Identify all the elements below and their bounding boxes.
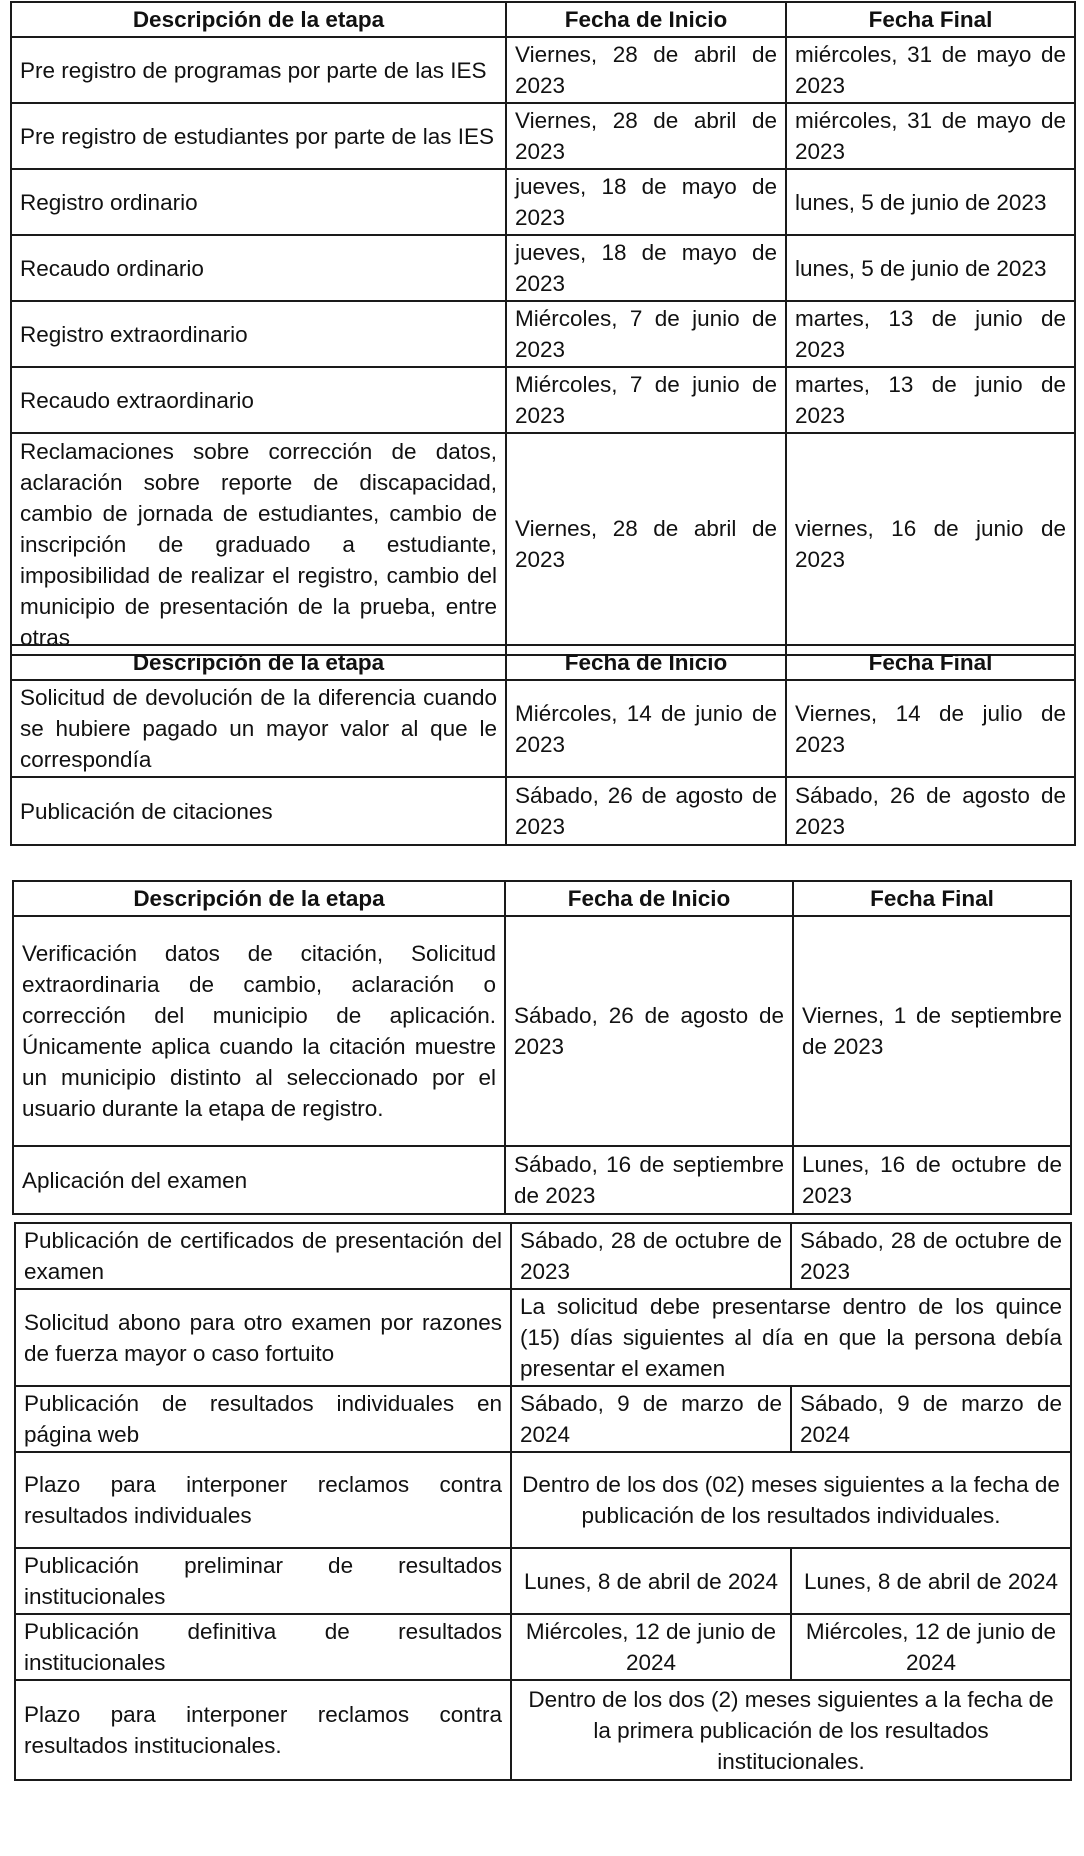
start-date: Miércoles, 12 de junio de 2024 — [511, 1614, 791, 1680]
stage-description: Registro ordinario — [11, 169, 506, 235]
table-row — [11, 433, 1075, 655]
schedule-table-4 — [14, 1222, 1072, 1781]
stage-description: Aplicación del examen — [13, 1146, 505, 1214]
schedule-table-3 — [12, 880, 1072, 1215]
header-end-date: Fecha Final — [786, 2, 1075, 37]
stage-description: Solicitud abono para otro examen por razones de fuerza mayor o caso fortuito — [15, 1289, 511, 1386]
table-row — [11, 777, 1075, 845]
start-date: Viernes, 28 de abril de 2023 — [506, 103, 786, 169]
stage-description: Solicitud de devolución de la diferencia cuando se hubiere pagado un mayor valor al que le correspondía — [11, 680, 506, 777]
table-row — [11, 103, 1075, 169]
table-row — [11, 680, 1075, 777]
stage-description: Publicación de certificados de presentación del examen — [15, 1223, 511, 1289]
header-end-date: Fecha Final — [793, 881, 1071, 916]
schedule-table-1 — [10, 1, 1076, 656]
header-description: Descripción de la etapa — [11, 645, 506, 680]
stage-description: Plazo para interponer reclamos contra resultados individuales — [15, 1452, 511, 1548]
end-date: Viernes, 1 de septiembre de 2023 — [793, 916, 1071, 1146]
table-row — [15, 1452, 1071, 1548]
start-date: Sábado, 26 de agosto de 2023 — [505, 916, 793, 1146]
table-row — [15, 1386, 1071, 1452]
stage-description: Verificación datos de citación, Solicitud extraordinaria de cambio, aclaración o corrección del municipio de aplicación. Únicamente aplica cuando la citación muestre un municipio distinto al seleccionado por el usuario durante la etapa de registro. — [13, 916, 505, 1146]
table-row — [11, 37, 1075, 103]
stage-description: Registro extraordinario — [11, 301, 506, 367]
header-start-date: Fecha de Inicio — [505, 881, 793, 916]
end-date: lunes, 5 de junio de 2023 — [786, 235, 1075, 301]
start-date: Viernes, 28 de abril de 2023 — [506, 433, 786, 655]
stage-description: Reclamaciones sobre corrección de datos, aclaración sobre reporte de discapacidad, cambio de jornada de estudiantes, cambio de inscripción de graduado a estudiante, imposibilidad de realizar el registro, cambio del municipio de presentación de la prueba, entre otras — [11, 433, 506, 655]
table-row — [15, 1680, 1071, 1780]
stage-description: Publicación de citaciones — [11, 777, 506, 845]
end-date: Viernes, 14 de julio de 2023 — [786, 680, 1075, 777]
end-date: martes, 13 de junio de 2023 — [786, 367, 1075, 433]
table-row — [13, 1146, 1071, 1214]
start-date: Miércoles, 7 de junio de 2023 — [506, 301, 786, 367]
table-row — [11, 301, 1075, 367]
stage-description: Publicación preliminar de resultados institucionales — [15, 1548, 511, 1614]
header-row — [11, 645, 1075, 680]
schedule-table-2 — [10, 644, 1076, 846]
end-date: Sábado, 9 de marzo de 2024 — [791, 1386, 1071, 1452]
start-date: Miércoles, 14 de junio de 2023 — [506, 680, 786, 777]
start-date: Sábado, 16 de septiembre de 2023 — [505, 1146, 793, 1214]
stage-description: Publicación definitiva de resultados institucionales — [15, 1614, 511, 1680]
start-date: Lunes, 8 de abril de 2024 — [511, 1548, 791, 1614]
start-date: Viernes, 28 de abril de 2023 — [506, 37, 786, 103]
merged-date-note: Dentro de los dos (02) meses siguientes a la fecha de publicación de los resultados individuales. — [511, 1452, 1071, 1548]
end-date: Sábado, 26 de agosto de 2023 — [786, 777, 1075, 845]
stage-description: Publicación de resultados individuales en página web — [15, 1386, 511, 1452]
stage-description: Pre registro de programas por parte de las IES — [11, 37, 506, 103]
end-date: Lunes, 8 de abril de 2024 — [791, 1548, 1071, 1614]
stage-description: Recaudo ordinario — [11, 235, 506, 301]
table-row — [15, 1223, 1071, 1289]
end-date: miércoles, 31 de mayo de 2023 — [786, 37, 1075, 103]
start-date: Sábado, 26 de agosto de 2023 — [506, 777, 786, 845]
end-date: Miércoles, 12 de junio de 2024 — [791, 1614, 1071, 1680]
start-date: jueves, 18 de mayo de 2023 — [506, 169, 786, 235]
end-date: miércoles, 31 de mayo de 2023 — [786, 103, 1075, 169]
start-date: Sábado, 9 de marzo de 2024 — [511, 1386, 791, 1452]
table-row — [13, 916, 1071, 1146]
start-date: jueves, 18 de mayo de 2023 — [506, 235, 786, 301]
header-start-date: Fecha de Inicio — [506, 645, 786, 680]
header-description: Descripción de la etapa — [13, 881, 505, 916]
end-date: martes, 13 de junio de 2023 — [786, 301, 1075, 367]
end-date: Lunes, 16 de octubre de 2023 — [793, 1146, 1071, 1214]
header-row — [11, 2, 1075, 37]
table-row — [15, 1289, 1071, 1386]
header-row — [13, 881, 1071, 916]
merged-date-note: Dentro de los dos (2) meses siguientes a la fecha de la primera publicación de los resultados institucionales. — [511, 1680, 1071, 1780]
header-start-date: Fecha de Inicio — [506, 2, 786, 37]
table-row — [11, 169, 1075, 235]
header-description: Descripción de la etapa — [11, 2, 506, 37]
table-row — [11, 367, 1075, 433]
merged-date-note: La solicitud debe presentarse dentro de los quince (15) días siguientes al día en que la persona debía presentar el examen — [511, 1289, 1071, 1386]
end-date: viernes, 16 de junio de 2023 — [786, 433, 1075, 655]
header-end-date: Fecha Final — [786, 645, 1075, 680]
table-row — [15, 1548, 1071, 1614]
table-row — [15, 1614, 1071, 1680]
start-date: Miércoles, 7 de junio de 2023 — [506, 367, 786, 433]
end-date: lunes, 5 de junio de 2023 — [786, 169, 1075, 235]
stage-description: Recaudo extraordinario — [11, 367, 506, 433]
table-row — [11, 235, 1075, 301]
end-date: Sábado, 28 de octubre de 2023 — [791, 1223, 1071, 1289]
stage-description: Plazo para interponer reclamos contra resultados institucionales. — [15, 1680, 511, 1780]
start-date: Sábado, 28 de octubre de 2023 — [511, 1223, 791, 1289]
stage-description: Pre registro de estudiantes por parte de las IES — [11, 103, 506, 169]
